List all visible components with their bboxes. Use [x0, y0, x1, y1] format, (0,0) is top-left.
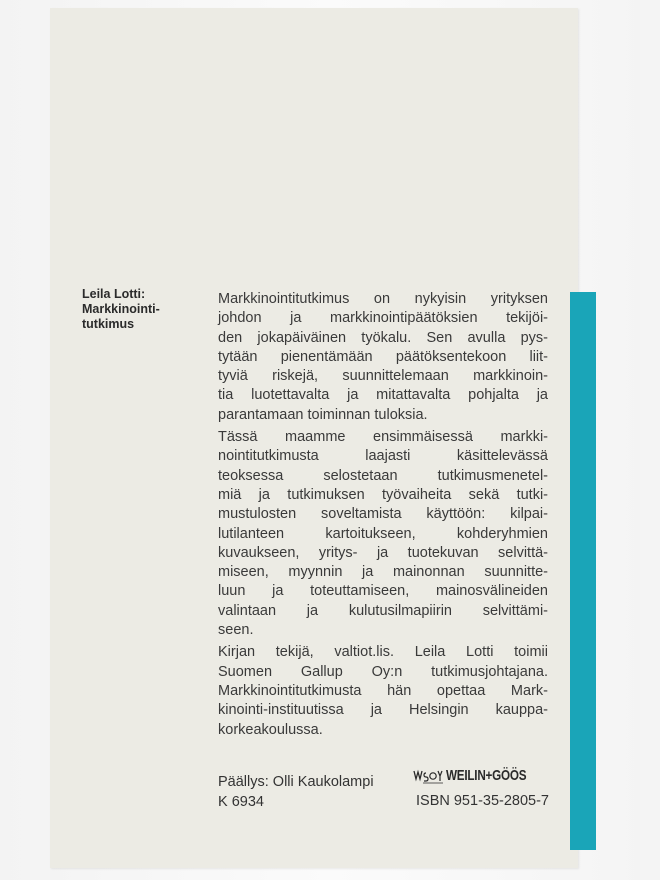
blurb-line: Kirjan tekijä, valtiot.lis. Leila Lotti toimii	[218, 644, 548, 661]
blurb-text	[218, 290, 548, 743]
blurb-line: miä ja tutkimuksen työvaiheita sekä tutki-	[218, 486, 548, 503]
blurb-paragraph-3	[218, 643, 548, 739]
author-title-block	[82, 287, 160, 332]
blurb-line: tia luotettavalta ja mitattavalta pohjalta ja	[218, 387, 548, 404]
blurb-line: johdon ja markkinointipäätöksien tekijöi-	[218, 310, 548, 327]
wsoy-logo-icon	[413, 765, 445, 785]
book-title-line-2: tutkimus	[82, 317, 135, 331]
publisher-logo	[413, 763, 553, 785]
blurb-line: mustulosten soveltamista käyttöön: kilpai-	[218, 506, 548, 523]
blurb-line: kinointi-instituutissa ja Helsingin kauppa-	[218, 702, 548, 719]
blurb-line: korkeakoulussa.	[218, 721, 323, 738]
blurb-line: seen.	[218, 622, 254, 639]
cover-designer-credit: Päällys: Olli Kaukolampi	[218, 774, 374, 790]
blurb-line: Markkinointitutkimus on nykyisin yrityksen	[218, 291, 548, 307]
publisher-wordmark: WEILIN+GÖÖS	[446, 767, 527, 784]
product-code: K 6934	[218, 793, 264, 810]
blurb-line: tyviä riskejä, suunnittelemaan markkinoin-	[218, 368, 548, 385]
blurb-line: Markkinointitutkimusta hän opettaa Mark-	[218, 682, 548, 699]
blurb-line: tytään pienentämään päätöksentekoon liit-	[218, 348, 548, 365]
blurb-paragraph-2	[218, 428, 548, 640]
blurb-line: teoksessa selostetaan tutkimusmenetel-	[218, 467, 548, 484]
spine-color-band	[570, 292, 596, 850]
book-title-line-1: Markkinointi-	[82, 302, 160, 316]
blurb-line: kuvaukseen, yritys- ja tuotekuvan selvittä-	[218, 544, 548, 561]
blurb-line: Suomen Gallup Oy:n tutkimusjohtajana.	[218, 663, 548, 680]
blurb-line: nointitutkimusta laajasti käsittelevässä	[218, 448, 548, 465]
blurb-line: luun ja toteuttamiseen, mainosvälineiden	[218, 583, 548, 600]
credits-block	[218, 773, 374, 812]
blurb-paragraph-1	[218, 290, 548, 425]
author-name: Leila Lotti:	[82, 287, 146, 301]
blurb-line: Tässä maamme ensimmäisessä markki-	[218, 429, 548, 446]
blurb-line: valintaan ja kulutusilmapiirin selvittämi-	[218, 602, 548, 619]
blurb-line: lutilanteen kartoitukseen, kohderyhmien	[218, 525, 548, 542]
isbn-number: ISBN 951-35-2805-7	[416, 793, 549, 809]
blurb-line: parantamaan toiminnan tuloksia.	[218, 406, 428, 423]
blurb-line: miseen, myynnin ja mainonnan suunnitte-	[218, 564, 548, 581]
blurb-line: den jokapäiväinen työkalu. Sen avulla pys-	[218, 329, 548, 346]
